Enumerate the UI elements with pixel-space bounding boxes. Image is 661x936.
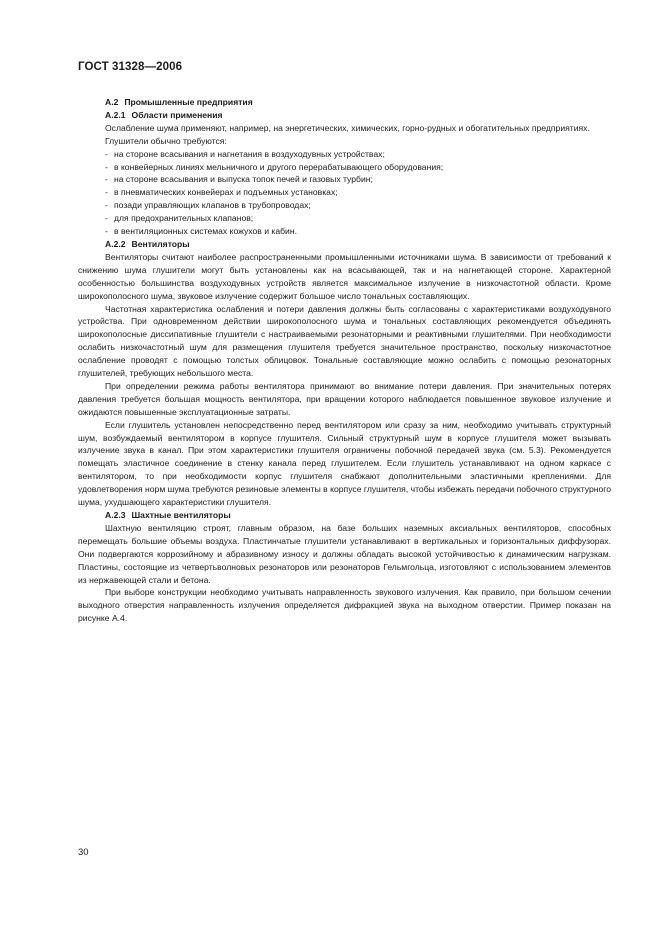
list-item	[78, 199, 611, 212]
list-item	[78, 161, 611, 174]
list-item	[78, 148, 611, 161]
dash-marker: -	[105, 226, 108, 237]
paragraph: Ослабление шума применяют, например, на энергетических, химических, горно-рудных и обогатительных предприятиях.	[105, 122, 590, 133]
dash-marker: -	[105, 200, 108, 211]
section-number: A.2	[105, 97, 119, 107]
list-item	[78, 212, 611, 225]
list-item	[78, 173, 611, 186]
requirements-list	[78, 148, 611, 238]
paragraph: Частотная характеристика ослабления и потери давления должны быть согласованы с характеристиками воздуходувного устройства. При одновременном действии широкополосного шума и тональных составляющих рекомендуется объединять широкополосные диссипативные глушители с настраиваемыми резонаторными и реактивными глушителями. При необходимости ослабить низкочастотный шум для размещения глушителя требуется значительное пространство, поскольку низкочастотное ослабление проводят с помощью толстых облицовок. Тональные составляющие можно ослабить с помощью резонаторных глушителей, требующих небольшого места.	[78, 303, 611, 379]
paragraph: Шахтную вентиляцию строят, главным образом, на базе больших наземных аксиальных вентиляторов, способных перемещать большие объемы воздуха. Пластинчатые глушители устанавливают в вертикальных и горизонтальных диффузорах. Они подвергаются коррозийному и абразивному износу и должны обладать высокой устойчивостью к динамическим нагрузкам. Пластины, состоящие из четвертьволновых резонаторов или резонаторов Гельмгольца, изготовляют с использованием элементов из нержавеющей стали и бетона.	[78, 522, 611, 585]
list-item-text: позади управляющих клапанов в трубопроводах;	[114, 200, 311, 211]
list-item-text: для предохранительных клапанов;	[114, 213, 254, 224]
section-number: A.2.2	[105, 238, 126, 249]
paragraph: При определении режима работы вентилятора принимают во внимание потери давления. При значительных потерях давления требуется большая мощность вентилятора, при вращении которого наблюдается повышенное звуковое излучение и ожидаются повышенные эксплуатационные затраты.	[78, 380, 611, 417]
list-item	[78, 186, 611, 199]
section-heading-a21	[78, 109, 611, 122]
dash-marker: -	[105, 187, 108, 198]
list-item-text: на стороне всасывания и выпуска топок печей и газовых турбин;	[114, 174, 373, 185]
section-title: Шахтные вентиляторы	[131, 510, 231, 520]
list-intro: Глушители обычно требуются:	[105, 135, 227, 146]
list-item	[78, 225, 611, 238]
document-code: ГОСТ 31328—2006	[78, 61, 183, 73]
dash-marker: -	[105, 161, 108, 172]
paragraph: Вентиляторы считают наиболее распространенными промышленными источниками шума. В зависимости от требований к снижению шума глушители могут быть установлены как на всасывающей, так и на нагнетающей стороне. Характерной особенностью большинства воздуходувных устройств является максимальное излучение в низкочастотной области. Кроме широкополосного шума, звуковое излучение содержит большое число тональных составляющих.	[78, 251, 611, 301]
list-item-text: на стороне всасывания и нагнетания в воздуходувных устройствах;	[114, 148, 385, 159]
section-number: A.2.3	[105, 510, 126, 520]
dash-marker: -	[105, 148, 108, 159]
section-heading-a2	[78, 96, 611, 109]
section-number: A.2.1	[105, 109, 126, 120]
paragraph: При выборе конструкции необходимо учитывать направленность звукового излучения. Как правило, при большом сечении выходного отверстия направленность излучения определяется дифракцией звука на выходном отверстии. Пример показан на рисунке А.4.	[78, 587, 611, 624]
section-title: Промышленные предприятия	[124, 97, 253, 107]
list-item-text: в пневматических конвейерах и подъемных установках;	[114, 187, 338, 198]
dash-marker: -	[105, 174, 108, 185]
section-title: Области применения	[131, 109, 223, 120]
paragraph: Если глушитель установлен непосредственно перед вентилятором или сразу за ним, необходимо учитывать структурный шум, возбуждаемый вентилятором в корпусе глушителя. Сильный структурный шум в корпусе глушителя может вызывать излучение звука в канал. При этом характеристики глушителя ограничены побочной передачей звука (см. 5.3). Рекомендуется помещать эластичное соединение в стенку канала перед глушителем. Если глушитель устанавливают на одном каркасе с вентилятором, то при необходимости корпус глушителя снабжают дополнительными эластичными креплениями. Для удовлетворения норм шума требуются резиновые элементы в корпусе глушителя, чтобы избежать передачи побочного структурного шума, ухудшающего характеристики глушителя.	[78, 419, 611, 508]
list-item-text: в вентиляционных системах кожухов и кабин.	[114, 226, 297, 237]
section-heading-a23	[78, 509, 611, 522]
page-number: 30	[78, 847, 89, 858]
page-content	[78, 96, 611, 625]
list-item-text: в конвейерных линиях мельничного и другого перерабатывающего оборудования;	[114, 161, 444, 172]
dash-marker: -	[105, 213, 108, 224]
section-title: Вентиляторы	[131, 238, 190, 249]
section-heading-a22	[78, 238, 611, 251]
